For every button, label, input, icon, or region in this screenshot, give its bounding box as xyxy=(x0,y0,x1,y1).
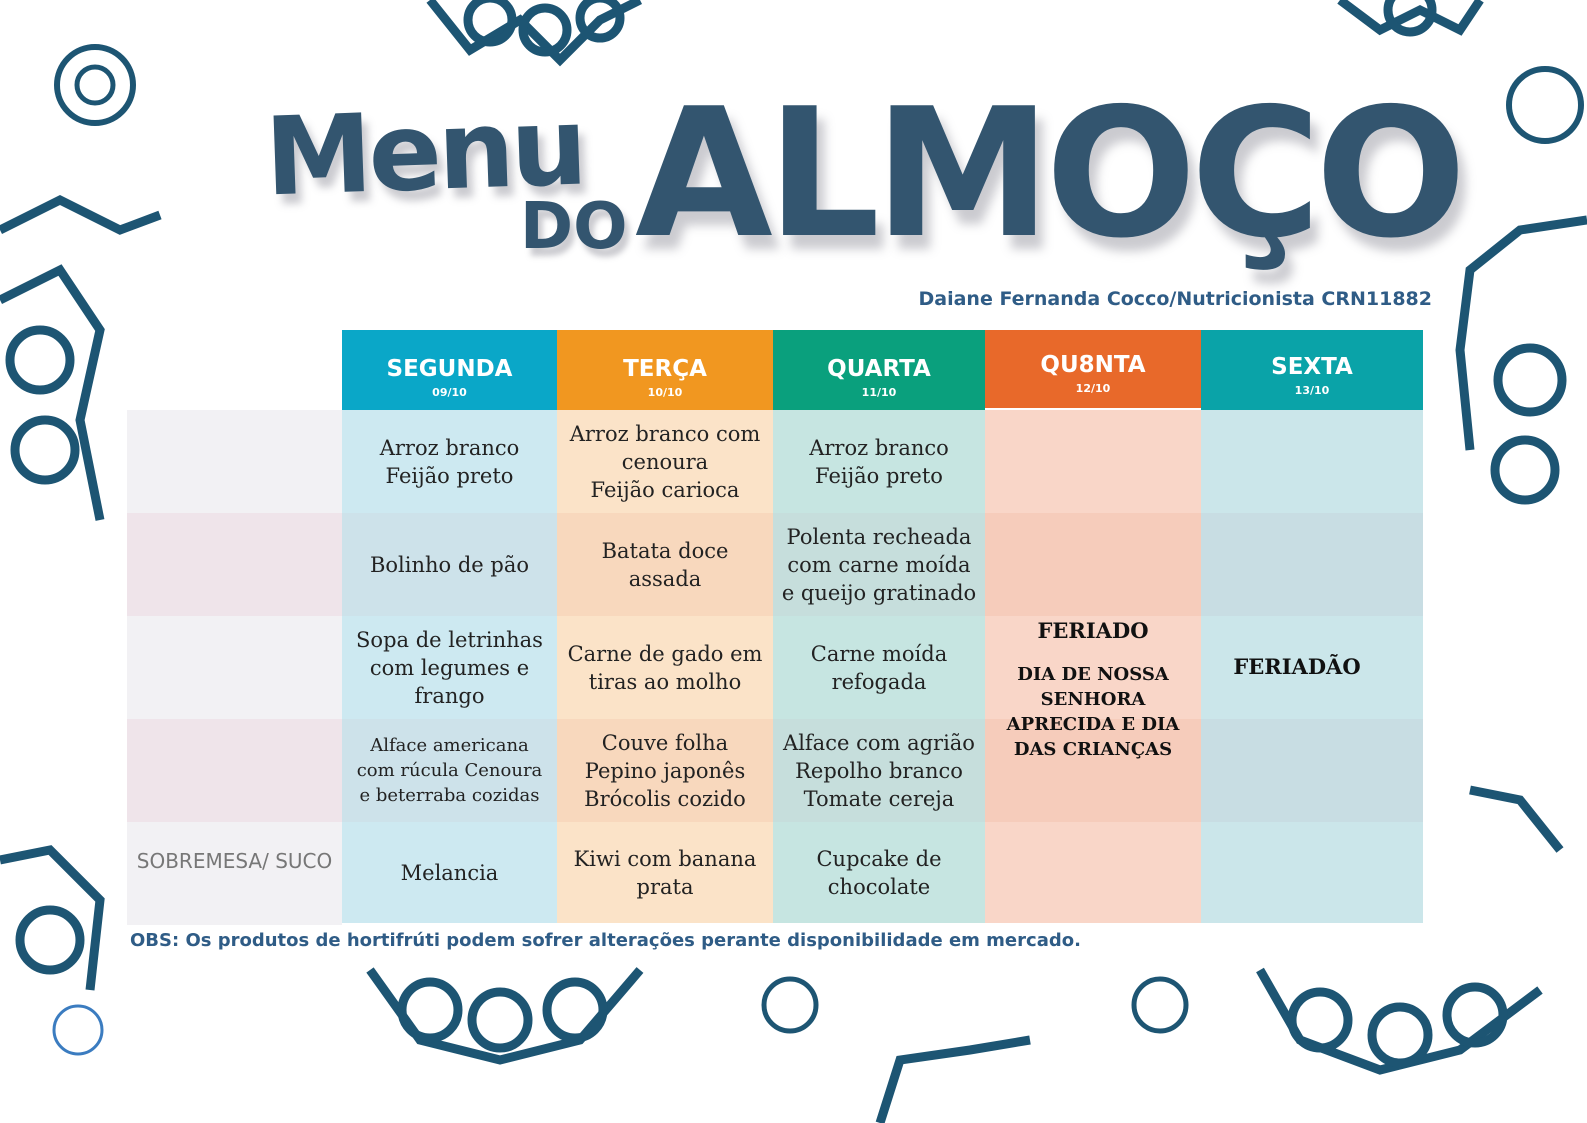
menu-cell: Melancia xyxy=(342,822,557,923)
menu-cell: Carne moída refogada xyxy=(773,616,985,719)
holiday-friday: FERIADÃO xyxy=(1233,654,1361,679)
title-menu: Menu xyxy=(262,84,586,221)
menu-cell: Batata doce assada xyxy=(557,513,773,616)
menu-cell: Arroz branco Feijão preto xyxy=(342,410,557,513)
column-quarta xyxy=(773,330,985,923)
day-name: SEGUNDA xyxy=(386,356,513,382)
holiday-title: FERIADO xyxy=(1037,618,1149,643)
page-title xyxy=(255,70,1461,277)
header-quinta xyxy=(985,330,1201,408)
column-quinta xyxy=(985,330,1201,923)
label-row-2 xyxy=(127,513,342,616)
header-quarta xyxy=(773,330,985,410)
observation-note: OBS: Os produtos de hortifrúti podem sofrer alterações perante disponibilidade em mercado. xyxy=(130,930,1081,951)
header-terca xyxy=(557,330,773,410)
day-name: QU8NTA xyxy=(1040,352,1146,378)
day-date: 13/10 xyxy=(1294,384,1330,397)
menu-cell: Carne de gado em tiras ao molho xyxy=(557,616,773,719)
menu-cell: Alface com agrião Repolho branco Tomate cereja xyxy=(773,719,985,822)
day-name: TERÇA xyxy=(623,356,707,382)
row-labels-column xyxy=(127,410,342,923)
menu-cell: Arroz branco Feijão preto xyxy=(773,410,985,513)
column-segunda xyxy=(342,330,557,923)
menu-cell: Arroz branco com cenoura Feijão carioca xyxy=(557,410,773,513)
menu-cell: Cupcake de chocolate xyxy=(773,822,985,923)
header-segunda xyxy=(342,330,557,410)
menu-cell: Kiwi com banana prata xyxy=(557,822,773,923)
menu-cell: Couve folha Pepino japonês Brócolis cozido xyxy=(557,719,773,822)
label-row-1 xyxy=(127,410,342,513)
column-terca xyxy=(557,330,773,923)
title-almoco: ALMOÇO xyxy=(635,70,1461,277)
menu-cell: Sopa de letrinhas com legumes e frango xyxy=(342,616,557,719)
nutritionist-credit: Daiane Fernanda Cocco/Nutricionista CRN11882 xyxy=(918,288,1432,310)
day-date: 11/10 xyxy=(861,386,897,399)
header-sexta xyxy=(1201,330,1423,410)
menu-cell: Polenta recheada com carne moída e queijo gratinado xyxy=(773,513,985,616)
label-row-3 xyxy=(127,616,342,719)
menu-cell: Bolinho de pão xyxy=(342,513,557,616)
day-name: QUARTA xyxy=(827,356,931,382)
holiday-text: DIA DE NOSSA SENHORA APRECIDA E DIA DAS CRIANÇAS xyxy=(1006,664,1180,760)
column-sexta xyxy=(1201,330,1423,923)
day-date: 12/10 xyxy=(1075,382,1111,395)
menu-cell: Alface americana com rúcula Cenoura e beterraba cozidas xyxy=(342,719,557,822)
day-date: 09/10 xyxy=(432,386,467,399)
day-name: SEXTA xyxy=(1271,354,1353,380)
title-do: DO xyxy=(520,190,628,264)
dessert-label: SOBREMESA/ SUCO xyxy=(136,849,333,873)
label-row-4 xyxy=(127,719,342,822)
day-date: 10/10 xyxy=(647,386,683,399)
